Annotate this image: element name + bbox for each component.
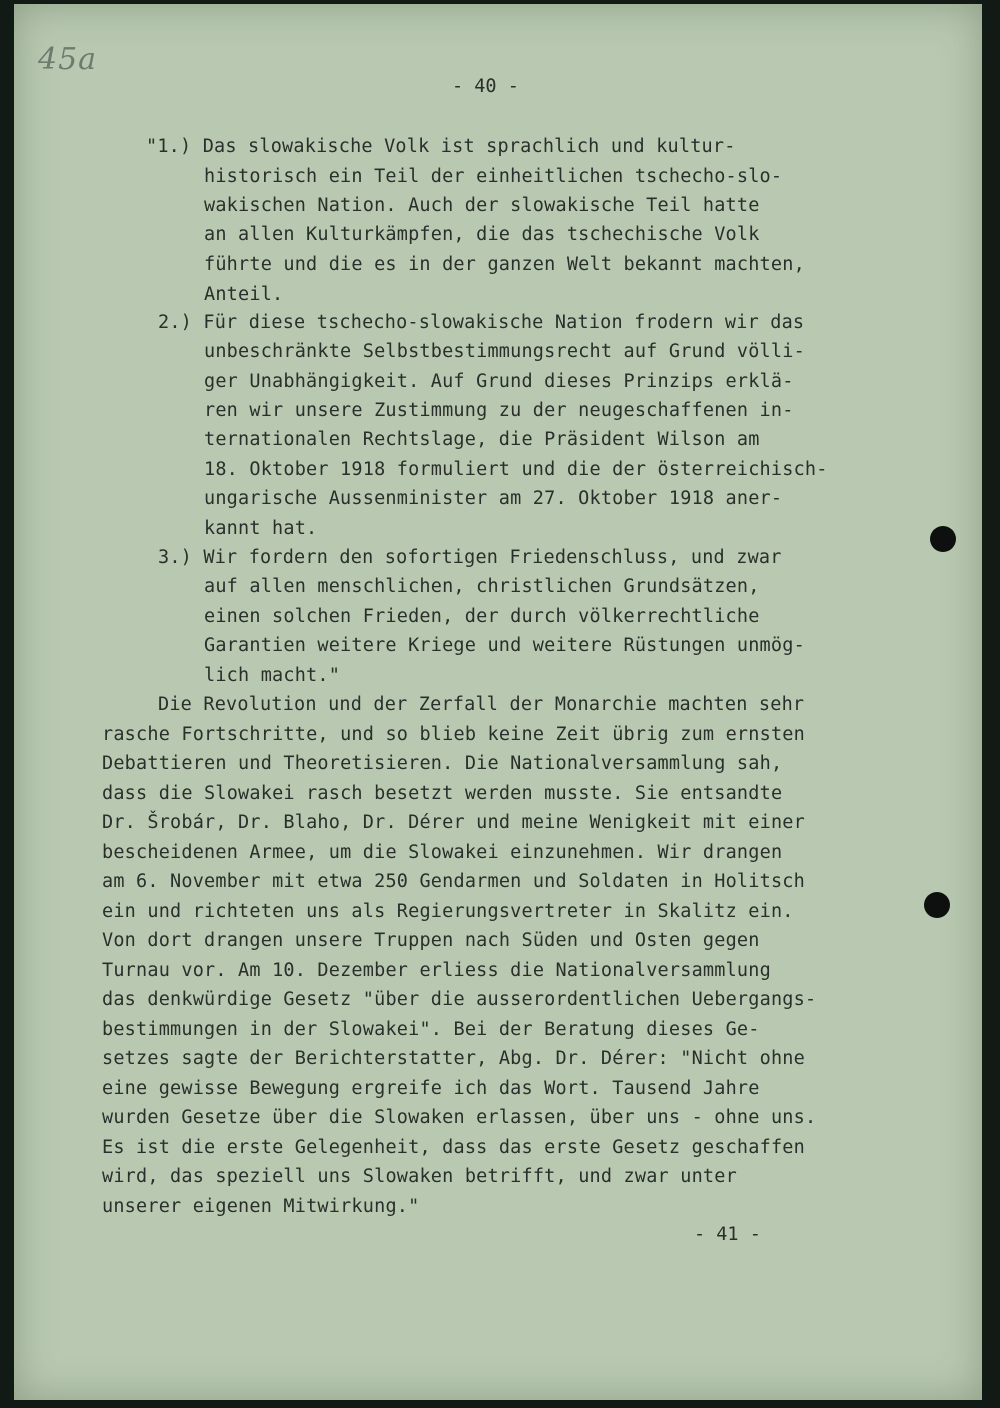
- text-line: historisch ein Teil der einheitlichen tschecho-slo-: [204, 166, 783, 187]
- text-line: ger Unabhängigkeit. Auf Grund dieses Prinzips erklä-: [204, 371, 794, 392]
- text-line: Dr. Šrobár, Dr. Blaho, Dr. Dérer und meine Wenigkeit mit einer: [102, 812, 805, 833]
- text-line: 3.) Wir fordern den sofortigen Friedenschluss, und zwar: [158, 547, 782, 568]
- text-line: führte und die es in der ganzen Welt bekannt machten,: [204, 254, 805, 275]
- text-line: Die Revolution und der Zerfall der Monarchie machten sehr: [158, 694, 805, 715]
- text-line: Von dort drangen unsere Truppen nach Süden und Osten gegen: [102, 930, 760, 951]
- document-page: [14, 4, 982, 1400]
- text-line: unserer eigenen Mitwirkung.": [102, 1196, 420, 1217]
- text-line: 18. Oktober 1918 formuliert und die der österreichisch-: [204, 459, 828, 480]
- text-line: setzes sagte der Berichterstatter, Abg. Dr. Dérer: "Nicht ohne: [102, 1048, 805, 1069]
- text-line: an allen Kulturkämpfen, die das tschechische Volk: [204, 224, 760, 245]
- text-line: dass die Slowakei rasch besetzt werden musste. Sie entsandte: [102, 783, 783, 804]
- text-line: 2.) Für diese tschecho-slowakische Nation frodern wir das: [158, 312, 805, 333]
- text-line: ren wir unsere Zustimmung zu der neugeschaffenen in-: [204, 400, 794, 421]
- text-line: bescheidenen Armee, um die Slowakei einzunehmen. Wir drangen: [102, 842, 783, 863]
- text-line: bestimmungen in der Slowakei". Bei der Beratung dieses Ge-: [102, 1019, 760, 1040]
- text-line: Turnau vor. Am 10. Dezember erliess die Nationalversammlung: [102, 960, 771, 981]
- text-line: "1.) Das slowakische Volk ist sprachlich und kultur-: [146, 136, 736, 157]
- text-line: ein und richteten uns als Regierungsvertreter in Skalitz ein.: [102, 901, 794, 922]
- text-line: rasche Fortschritte, und so blieb keine Zeit übrig zum ernsten: [102, 724, 805, 745]
- text-line: einen solchen Frieden, der durch völkerrechtliche: [204, 606, 760, 627]
- text-line: auf allen menschlichen, christlichen Grundsätzen,: [204, 576, 760, 597]
- text-line: ternationalen Rechtslage, die Präsident Wilson am: [204, 429, 760, 450]
- text-line: lich macht.": [204, 665, 341, 686]
- punch-hole: [924, 892, 950, 918]
- punch-hole: [930, 526, 956, 552]
- next-page-marker: - 41 -: [694, 1224, 761, 1245]
- text-line: Debattieren und Theoretisieren. Die Nationalversammlung sah,: [102, 753, 783, 774]
- text-line: unbeschränkte Selbstbestimmungsrecht auf Grund völli-: [204, 341, 805, 362]
- text-line: wakischen Nation. Auch der slowakische Teil hatte: [204, 195, 760, 216]
- text-line: Anteil.: [204, 284, 284, 305]
- text-line: kannt hat.: [204, 518, 318, 539]
- archive-mark: 45a: [38, 42, 98, 77]
- text-line: wird, das speziell uns Slowaken betrifft, und zwar unter: [102, 1166, 737, 1187]
- text-line: wurden Gesetze über die Slowaken erlassen, über uns - ohne uns.: [102, 1107, 817, 1128]
- text-line: ungarische Aussenminister am 27. Oktober 1918 aner-: [204, 488, 783, 509]
- text-line: Es ist die erste Gelegenheit, dass das erste Gesetz geschaffen: [102, 1137, 805, 1158]
- text-line: eine gewisse Bewegung ergreife ich das Wort. Tausend Jahre: [102, 1078, 760, 1099]
- page-number: - 40 -: [452, 76, 519, 97]
- text-line: am 6. November mit etwa 250 Gendarmen und Soldaten in Holitsch: [102, 871, 805, 892]
- text-line: das denkwürdige Gesetz "über die ausserordentlichen Uebergangs-: [102, 989, 817, 1010]
- text-line: Garantien weitere Kriege und weitere Rüstungen unmög-: [204, 635, 805, 656]
